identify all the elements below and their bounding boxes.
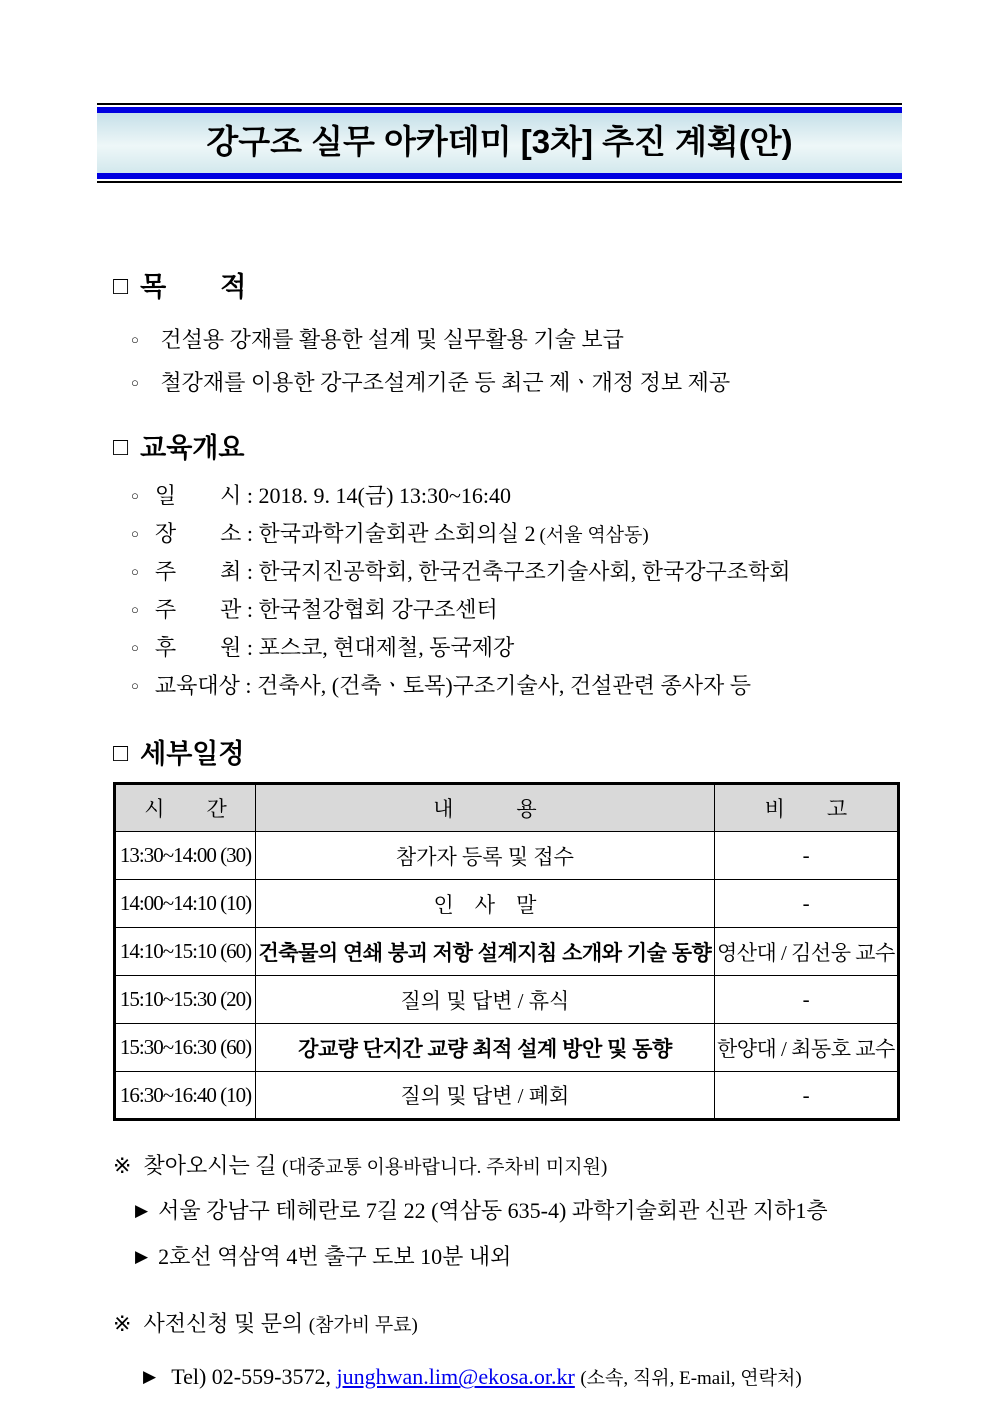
label-separator: : bbox=[241, 634, 259, 660]
list-item bbox=[135, 1235, 900, 1281]
circle-bullet-icon: ○ bbox=[131, 563, 139, 579]
square-bullet-icon: □ bbox=[113, 272, 129, 301]
circle-bullet-icon: ○ bbox=[131, 487, 139, 503]
content-cell: 인 사 말 bbox=[256, 880, 715, 928]
remark-cell: 영산대 / 김선웅 교수 bbox=[714, 928, 898, 976]
directions-title: 찾아오시는 길 bbox=[143, 1153, 277, 1179]
section-contact bbox=[113, 1309, 900, 1399]
title-banner bbox=[97, 103, 902, 183]
triangle-bullet-icon: ▶ bbox=[135, 1247, 149, 1267]
list-item bbox=[131, 554, 900, 592]
directions-note: (대중교통 이용바랍니다. 주차비 미지원) bbox=[281, 1157, 608, 1179]
tel-text: Tel) 02-559-3572, bbox=[171, 1364, 331, 1390]
contact-tel-line bbox=[143, 1357, 900, 1399]
col-header-time: 시 간 bbox=[115, 784, 256, 832]
overview-label: 주 최 bbox=[154, 558, 242, 584]
remark-cell: - bbox=[714, 832, 898, 880]
overview-label: 주 관 bbox=[154, 596, 242, 622]
directions-item-text: 서울 강남구 테헤란로 7길 22 (역삼동 635-4) 과학기술회관 신관 지하1층 bbox=[158, 1198, 828, 1224]
label-separator: : bbox=[241, 482, 259, 508]
label-separator: : bbox=[241, 520, 259, 546]
square-bullet-icon: □ bbox=[113, 432, 129, 461]
time-cell: 13:30~14:00 (30) bbox=[115, 832, 256, 880]
directions-list bbox=[113, 1189, 900, 1281]
table-row bbox=[115, 976, 899, 1024]
square-bullet-icon: □ bbox=[113, 739, 129, 768]
contact-title-line bbox=[113, 1309, 900, 1341]
list-item bbox=[135, 1189, 900, 1235]
directions-title-line bbox=[113, 1151, 900, 1183]
schedule-heading-label: 세부일정 bbox=[140, 738, 245, 769]
remark-cell: - bbox=[714, 880, 898, 928]
overview-value: 2018. 9. 14(금) 13:30~16:40 bbox=[258, 482, 512, 508]
overview-value: 포스코, 현대제철, 동국제강 bbox=[258, 634, 515, 660]
label-separator: : bbox=[241, 596, 259, 622]
overview-label: 일 시 bbox=[154, 482, 242, 508]
table-row bbox=[115, 1072, 899, 1120]
purpose-heading-label: 목 적 bbox=[140, 272, 247, 303]
circle-bullet-icon: ○ bbox=[131, 525, 139, 541]
table-row bbox=[115, 880, 899, 928]
content-cell: 참가자 등록 및 접수 bbox=[256, 832, 715, 880]
circle-bullet-icon: ○ bbox=[131, 677, 139, 693]
remark-cell: - bbox=[714, 976, 898, 1024]
content-cell: 질의 및 답변 / 폐회 bbox=[256, 1072, 715, 1120]
section-directions bbox=[113, 1151, 900, 1281]
list-item bbox=[131, 363, 900, 406]
overview-value: 한국과학기술회관 소회의실 2 bbox=[258, 520, 536, 546]
triangle-bullet-icon: ▶ bbox=[135, 1201, 149, 1221]
list-item bbox=[131, 668, 900, 706]
label-separator: : bbox=[241, 558, 259, 584]
reference-mark-icon: ※ bbox=[113, 1153, 132, 1179]
table-row bbox=[115, 832, 899, 880]
section-overview bbox=[113, 434, 900, 706]
title-banner-gradient bbox=[97, 107, 902, 179]
section-purpose bbox=[113, 273, 900, 405]
remark-cell: - bbox=[714, 1072, 898, 1120]
purpose-list bbox=[113, 320, 900, 406]
triangle-bullet-icon: ▶ bbox=[143, 1367, 157, 1387]
email-link[interactable]: junghwan.lim@ekosa.or.kr bbox=[336, 1364, 575, 1390]
overview-note: (서울 역삼동) bbox=[539, 524, 649, 546]
table-row bbox=[115, 1024, 899, 1072]
remark-cell: 한양대 / 최동호 교수 bbox=[714, 1024, 898, 1072]
reference-mark-icon: ※ bbox=[113, 1311, 132, 1337]
content-cell: 건축물의 연쇄 붕괴 저항 설계지침 소개와 기술 동향 bbox=[256, 928, 715, 976]
overview-heading-label: 교육개요 bbox=[140, 432, 245, 463]
circle-bullet-icon: ○ bbox=[131, 601, 139, 617]
overview-label: 교육대상 bbox=[154, 672, 240, 698]
directions-item-text: 2호선 역삼역 4번 출구 도보 10분 내외 bbox=[158, 1244, 512, 1270]
time-cell: 15:10~15:30 (20) bbox=[115, 976, 256, 1024]
time-cell: 15:30~16:30 (60) bbox=[115, 1024, 256, 1072]
col-header-remark: 비 고 bbox=[714, 784, 898, 832]
circle-bullet-icon: ○ bbox=[131, 331, 139, 347]
overview-value: 건축사, (건축ㆍ토목)구조기술사, 건설관련 종사자 등 bbox=[257, 672, 751, 698]
circle-bullet-icon: ○ bbox=[131, 639, 139, 655]
content-cell: 강교량 단지간 교량 최적 설계 방안 및 동향 bbox=[256, 1024, 715, 1072]
purpose-heading bbox=[113, 273, 900, 301]
time-cell: 16:30~16:40 (10) bbox=[115, 1072, 256, 1120]
purpose-item-text: 건설용 강재를 활용한 설계 및 실무활용 기술 보급 bbox=[160, 326, 624, 352]
contact-note: (참가비 무료) bbox=[308, 1315, 418, 1337]
label-separator: : bbox=[239, 672, 257, 698]
contact-title: 사전신청 및 문의 bbox=[143, 1311, 304, 1337]
overview-value: 한국철강협회 강구조센터 bbox=[258, 596, 498, 622]
col-header-content: 내 용 bbox=[256, 784, 715, 832]
list-item bbox=[131, 630, 900, 668]
contact-suffix: (소속, 직위, E-mail, 연락처) bbox=[580, 1368, 802, 1390]
list-item bbox=[131, 516, 900, 554]
list-item bbox=[131, 478, 900, 516]
list-item bbox=[131, 592, 900, 630]
overview-label: 후 원 bbox=[154, 634, 242, 660]
overview-label: 장 소 bbox=[154, 520, 242, 546]
purpose-item-text: 철강재를 이용한 강구조설계기준 등 최근 제ㆍ개정 정보 제공 bbox=[160, 369, 731, 395]
schedule-heading bbox=[113, 740, 900, 768]
overview-value: 한국지진공학회, 한국건축구조기술사회, 한국강구조학회 bbox=[258, 558, 791, 584]
content-cell: 질의 및 답변 / 휴식 bbox=[256, 976, 715, 1024]
page-title: 강구조 실무 아카데미 [3차] 추진 계획(안) bbox=[206, 123, 793, 160]
time-cell: 14:10~15:10 (60) bbox=[115, 928, 256, 976]
table-row bbox=[115, 928, 899, 976]
time-cell: 14:00~14:10 (10) bbox=[115, 880, 256, 928]
circle-bullet-icon: ○ bbox=[131, 374, 139, 390]
overview-list bbox=[113, 478, 900, 706]
overview-heading bbox=[113, 434, 900, 462]
schedule-table bbox=[113, 782, 900, 1121]
table-header-row bbox=[115, 784, 899, 832]
section-schedule bbox=[113, 740, 900, 1121]
list-item bbox=[131, 320, 900, 363]
